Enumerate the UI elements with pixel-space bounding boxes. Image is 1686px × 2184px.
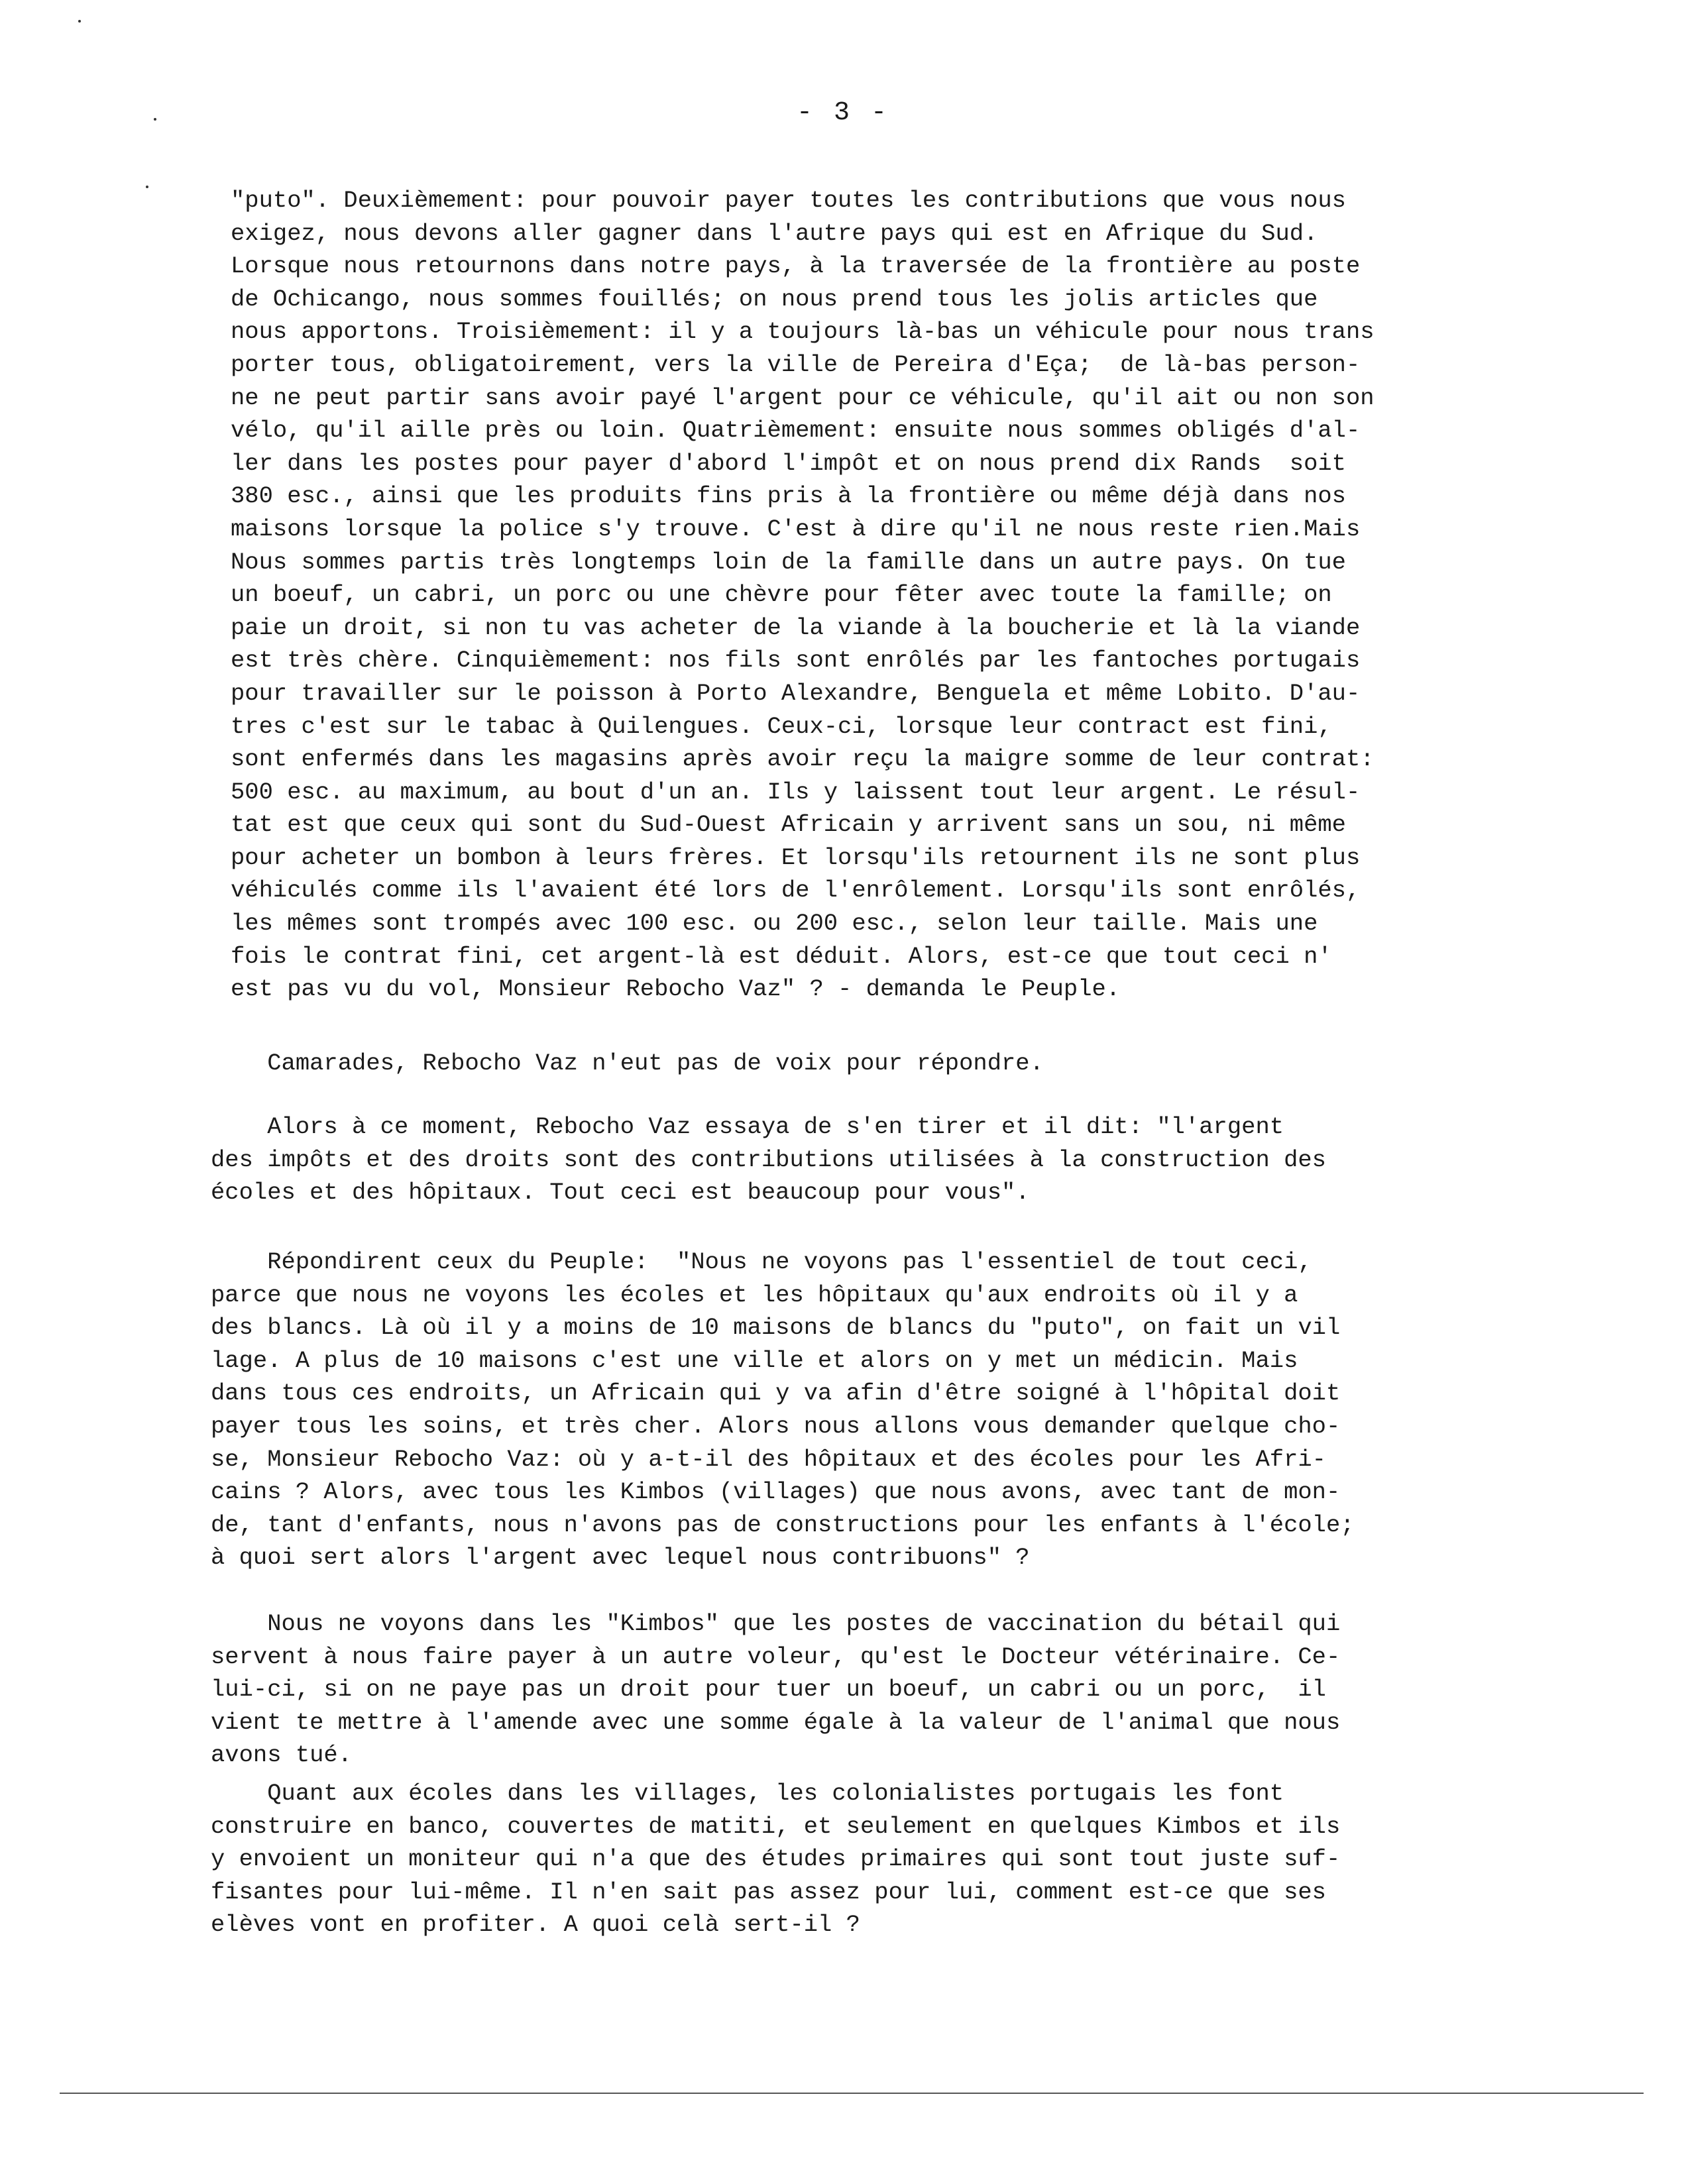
scan-speck [146, 186, 148, 188]
text-line: Nous ne voyons dans les "Kimbos" que les postes de vaccination du bétail qui [211, 1610, 1341, 1637]
text-line: construire en banco, couvertes de matiti, et seulement en quelques Kimbos et ils [211, 1812, 1341, 1840]
page-number: - 3 - [796, 98, 890, 128]
text-line: un boeuf, un cabri, un porc ou une chèvre pour fêter avec toute la famille; on [231, 581, 1332, 609]
text-line: écoles et des hôpitaux. Tout ceci est beaucoup pour vous". [211, 1179, 1030, 1207]
text-line: cains ? Alors, avec tous les Kimbos (villages) que nous avons, avec tant de mon- [211, 1478, 1341, 1506]
footer-rule [60, 2093, 1644, 2094]
paragraph-6 [211, 1777, 1576, 1941]
paragraph-4 [211, 1246, 1576, 1574]
text-line: y envoient un moniteur qui n'a que des études primaires qui sont tout juste suf- [211, 1845, 1341, 1873]
text-line: parce que nous ne voyons les écoles et les hôpitaux qu'aux endroits où il y a [211, 1281, 1298, 1309]
text-line: pour acheter un bombon à leurs frères. Et lorsqu'ils retournent ils ne sont plus [231, 844, 1361, 871]
text-line: Répondirent ceux du Peuple: "Nous ne voyons pas l'essentiel de tout ceci, [211, 1248, 1312, 1276]
text-line: 500 esc. au maximum, au bout d'un an. Ils y laissent tout leur argent. Le résul- [231, 778, 1361, 806]
text-line: ne ne peut partir sans avoir payé l'argent pour ce véhicule, qu'il ait ou non son [231, 384, 1375, 411]
text-line: Nous sommes partis très longtemps loin de la famille dans un autre pays. On tue [231, 548, 1346, 576]
text-line: lui-ci, si on ne paye pas un droit pour tuer un boeuf, un cabri ou un porc, il [211, 1676, 1326, 1704]
scan-speck [154, 118, 156, 121]
text-line: lage. A plus de 10 maisons c'est une ville et alors on y met un médicin. Mais [211, 1346, 1298, 1374]
text-line: sont enfermés dans les magasins après avoir reçu la maigre somme de leur contrat: [231, 745, 1375, 773]
paragraph-2 [211, 1047, 1576, 1080]
text-line: est pas vu du vol, Monsieur Rebocho Vaz" ? - demanda le Peuple. [231, 975, 1121, 1003]
paragraph-3 [211, 1111, 1576, 1209]
text-line: véhiculés comme ils l'avaient été lors de l'enrôlement. Lorsqu'ils sont enrôlés, [231, 877, 1361, 904]
text-line: avons tué. [211, 1741, 353, 1769]
text-line: payer tous les soins, et très cher. Alors nous allons vous demander quelque cho- [211, 1412, 1341, 1440]
text-line: Quant aux écoles dans les villages, les colonialistes portugais les font [211, 1780, 1284, 1807]
text-line: fisantes pour lui-même. Il n'en sait pas assez pour lui, comment est-ce que ses [211, 1878, 1326, 1906]
text-line: exigez, nous devons aller gagner dans l'autre pays qui est en Afrique du Sud. [231, 219, 1318, 247]
text-line: "puto". Deuxièmement: pour pouvoir payer toutes les contributions que vous nous [231, 187, 1346, 214]
paragraph-1 [231, 184, 1596, 1006]
text-line: maisons lorsque la police s'y trouve. C'est à dire qu'il ne nous reste rien.Mais [231, 515, 1361, 543]
scan-speck [78, 20, 81, 23]
text-line: de, tant d'enfants, nous n'avons pas de constructions pour les enfants à l'école; [211, 1511, 1355, 1539]
text-line: est très chère. Cinquièmement: nos fils sont enrôlés par les fantoches portugais [231, 647, 1361, 675]
text-line: des blancs. Là où il y a moins de 10 maisons de blancs du "puto", on fait un vil [211, 1314, 1341, 1342]
text-line: paie un droit, si non tu vas acheter de la viande à la boucherie et là la viande [231, 614, 1361, 641]
text-line: porter tous, obligatoirement, vers la ville de Pereira d'Eça; de là-bas person- [231, 351, 1361, 378]
text-line: ler dans les postes pour payer d'abord l'impôt et on nous prend dix Rands soit [231, 449, 1346, 477]
text-line: se, Monsieur Rebocho Vaz: où y a-t-il des hôpitaux et des écoles pour les Afri- [211, 1445, 1326, 1473]
text-line: nous apportons. Troisièmement: il y a toujours là-bas un véhicule pour nous trans [231, 318, 1375, 346]
text-line: tres c'est sur le tabac à Quilengues. Ceux-ci, lorsque leur contract est fini, [231, 712, 1332, 740]
text-line: dans tous ces endroits, un Africain qui y va afin d'être soigné à l'hôpital doit [211, 1380, 1341, 1407]
text-line: servent à nous faire payer à un autre voleur, qu'est le Docteur vétérinaire. Ce- [211, 1643, 1341, 1670]
text-line: pour travailler sur le poisson à Porto Alexandre, Benguela et même Lobito. D'au- [231, 679, 1361, 707]
text-line: fois le contrat fini, cet argent-là est déduit. Alors, est-ce que tout ceci n' [231, 942, 1332, 970]
text-line: elèves vont en profiter. A quoi celà sert-il ? [211, 1911, 860, 1939]
text-line: vient te mettre à l'amende avec une somme égale à la valeur de l'animal que nous [211, 1708, 1341, 1736]
text-line: Lorsque nous retournons dans notre pays, à la traversée de la frontière au poste [231, 252, 1361, 280]
text-line: 380 esc., ainsi que les produits fins pris à la frontière ou même déjà dans nos [231, 482, 1346, 510]
text-line: des impôts et des droits sont des contributions utilisées à la construction des [211, 1146, 1326, 1174]
text-line: Camarades, Rebocho Vaz n'eut pas de voix pour répondre. [211, 1050, 1044, 1077]
text-line: tat est que ceux qui sont du Sud-Ouest Africain y arrivent sans un sou, ni même [231, 811, 1346, 839]
text-line: les mêmes sont trompés avec 100 esc. ou 200 esc., selon leur taille. Mais une [231, 910, 1318, 938]
text-line: à quoi sert alors l'argent avec lequel nous contribuons" ? [211, 1544, 1030, 1572]
paragraph-5 [211, 1608, 1576, 1772]
text-line: de Ochicango, nous sommes fouillés; on nous prend tous les jolis articles que [231, 285, 1318, 313]
text-line: vélo, qu'il aille près ou loin. Quatrièmement: ensuite nous sommes obligés d'al- [231, 417, 1361, 445]
text-line: Alors à ce moment, Rebocho Vaz essaya de s'en tirer et il dit: "l'argent [211, 1113, 1284, 1140]
